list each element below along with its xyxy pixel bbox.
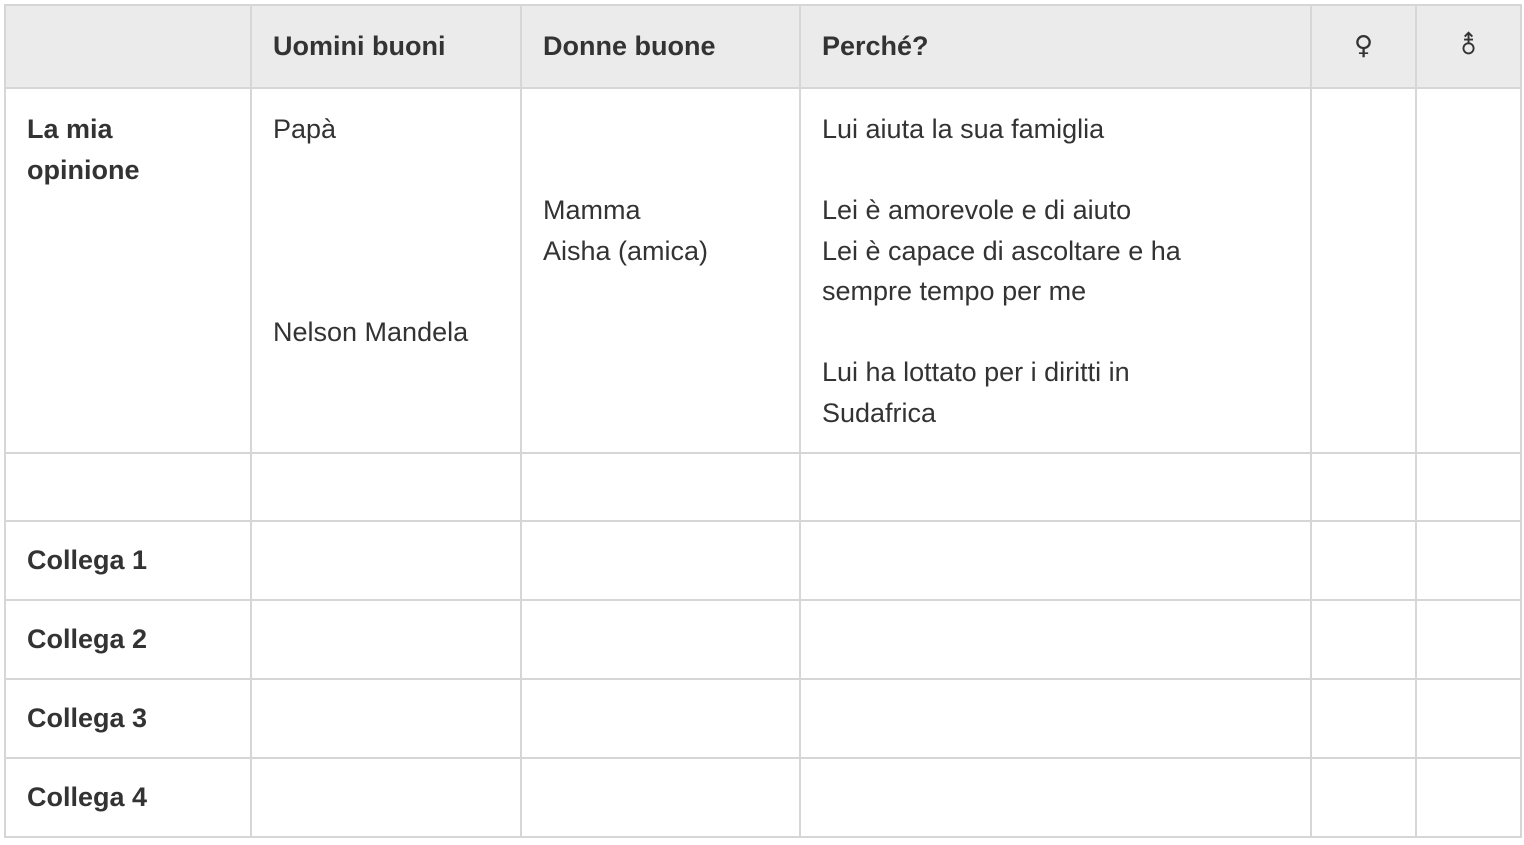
other-gender-symbol-icon: ⚨ — [1416, 5, 1521, 88]
empty-cell[interactable] — [800, 453, 1311, 521]
blank-line — [822, 150, 1289, 191]
colleague-row — [5, 758, 1521, 837]
colleague-other-cell[interactable] — [1416, 600, 1521, 679]
colleague-good-women-cell[interactable] — [521, 521, 800, 600]
header-good-men: Uomini buoni — [251, 5, 521, 88]
blank-line — [273, 231, 499, 272]
colleague-label: Collega 2 — [5, 600, 251, 679]
good-man-entry: Nelson Mandela — [273, 316, 469, 347]
reason-line: Lui ha lottato per i diritti in — [822, 357, 1130, 387]
colleague-female-cell[interactable] — [1311, 679, 1416, 758]
my-opinion-label-line2: opinione — [27, 154, 140, 185]
colleague-label: Collega 4 — [5, 758, 251, 837]
blank-line — [822, 312, 1289, 353]
my-opinion-label — [5, 88, 251, 453]
colleague-label: Collega 1 — [5, 521, 251, 600]
reason-line: Lui aiuta la sua famiglia — [822, 114, 1105, 144]
reason-line: Sudafrica — [822, 397, 937, 428]
other-gender-column-cell[interactable] — [1416, 88, 1521, 453]
header-row — [5, 5, 1521, 88]
why-cell[interactable] — [800, 88, 1311, 453]
colleague-good-men-cell[interactable] — [251, 521, 521, 600]
female-column-cell[interactable] — [1311, 88, 1416, 453]
blank-line — [273, 271, 499, 312]
my-opinion-label-line1: La mia — [27, 114, 113, 144]
colleague-why-cell[interactable] — [800, 521, 1311, 600]
my-opinion-row — [5, 88, 1521, 453]
colleague-good-women-cell[interactable] — [521, 758, 800, 837]
blank-line — [543, 271, 778, 312]
colleague-other-cell[interactable] — [1416, 758, 1521, 837]
colleague-why-cell[interactable] — [800, 758, 1311, 837]
colleague-good-women-cell[interactable] — [521, 600, 800, 679]
colleague-female-cell[interactable] — [1311, 521, 1416, 600]
blank-line — [273, 190, 499, 231]
empty-cell[interactable] — [521, 453, 800, 521]
colleague-good-men-cell[interactable] — [251, 758, 521, 837]
colleague-row — [5, 600, 1521, 679]
reason-line: sempre tempo per me — [822, 276, 1087, 306]
reason-line: Lei è amorevole e di aiuto — [822, 195, 1132, 225]
header-good-women: Donne buone — [521, 5, 800, 88]
colleague-good-men-cell[interactable] — [251, 600, 521, 679]
colleague-why-cell[interactable] — [800, 600, 1311, 679]
colleague-row — [5, 521, 1521, 600]
empty-cell[interactable] — [1416, 453, 1521, 521]
reason-line: Lei è capace di ascoltare e ha — [822, 235, 1181, 266]
good-women-cell[interactable] — [521, 88, 800, 453]
blank-line — [543, 150, 778, 191]
good-woman-entry: Aisha (amica) — [543, 235, 709, 266]
blank-line — [543, 312, 778, 353]
colleague-female-cell[interactable] — [1311, 600, 1416, 679]
header-corner-cell — [5, 5, 251, 88]
colleague-other-cell[interactable] — [1416, 521, 1521, 600]
opinion-table — [4, 4, 1522, 838]
female-symbol-icon: ♀ — [1311, 5, 1416, 88]
colleague-good-men-cell[interactable] — [251, 679, 521, 758]
colleague-row — [5, 679, 1521, 758]
colleague-label: Collega 3 — [5, 679, 251, 758]
colleague-female-cell[interactable] — [1311, 758, 1416, 837]
blank-line — [543, 109, 778, 150]
header-why: Perché? — [800, 5, 1311, 88]
blank-line — [273, 150, 499, 191]
good-men-cell[interactable] — [251, 88, 521, 453]
empty-row — [5, 453, 1521, 521]
empty-cell[interactable] — [1311, 453, 1416, 521]
colleague-why-cell[interactable] — [800, 679, 1311, 758]
empty-cell[interactable] — [251, 453, 521, 521]
good-man-entry: Papà — [273, 114, 337, 144]
colleague-other-cell[interactable] — [1416, 679, 1521, 758]
empty-label-cell — [5, 453, 251, 521]
good-woman-entry: Mamma — [543, 195, 641, 225]
colleague-good-women-cell[interactable] — [521, 679, 800, 758]
